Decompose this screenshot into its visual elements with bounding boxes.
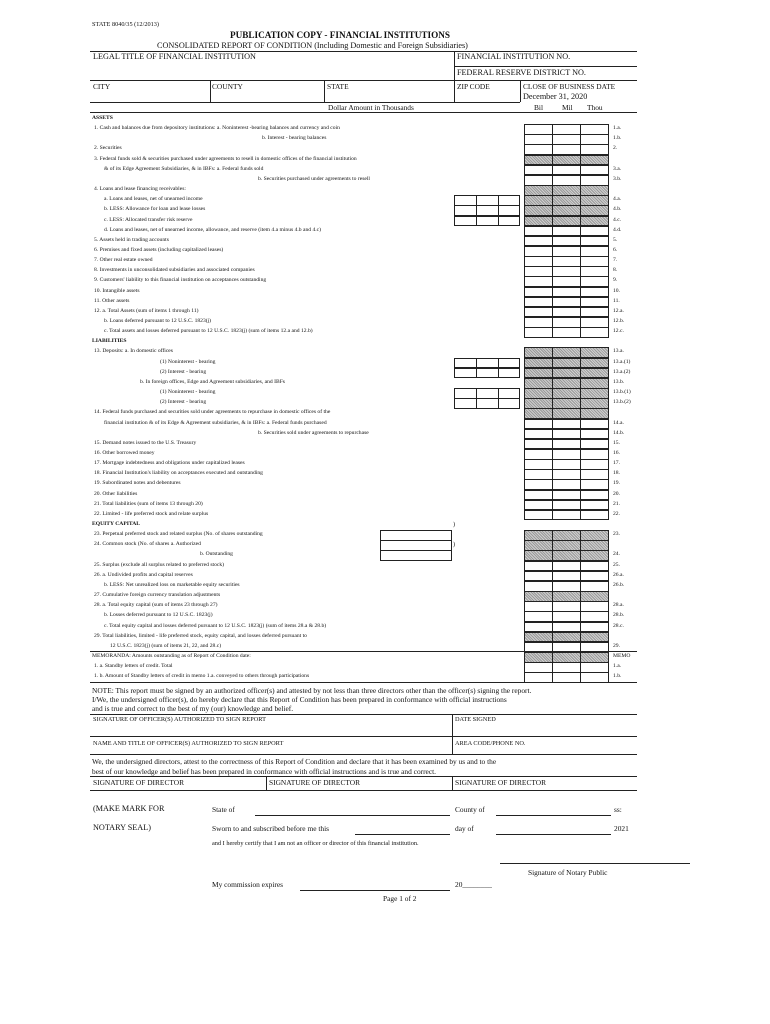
line-item-number: 4.c.: [613, 216, 622, 223]
notary-signature-label: Signature of Notary Public: [528, 868, 608, 877]
line-item-label: 27. Cumulative foreign currency translation adjustments: [94, 592, 221, 599]
shaded-amount-cell: [524, 540, 609, 551]
line-item-label: b. LESS: Net unrealized loss on marketable equity securities: [104, 581, 240, 588]
dollar-amount-label: Dollar Amount in Thousands: [328, 103, 414, 112]
director-signature-2: SIGNATURE OF DIRECTOR: [269, 778, 361, 787]
commission-year: 20________: [455, 880, 492, 889]
line-item-number: 23.: [613, 531, 620, 538]
line-item-label: 16. Other borrowed money: [94, 449, 155, 456]
line-item-number: 13.b.(2): [613, 399, 631, 406]
line-item-label: 12. a. Total Assets (sum of items 1 through 11): [94, 307, 199, 314]
column-bil: Bil: [534, 103, 544, 112]
line-item-number: 18.: [613, 470, 620, 477]
state-label: STATE: [327, 82, 349, 91]
form-title: PUBLICATION COPY - FINANCIAL INSTITUTIONS: [230, 30, 451, 40]
amount-input-cell[interactable]: [524, 429, 609, 440]
city-label: CITY: [93, 82, 111, 91]
note-line-3: and is true and correct to the best of my (our) knowledge and belief.: [92, 704, 294, 713]
line-item-label: b. Loans deferred pursuant to 12 U.S.C. 1823(j): [104, 318, 212, 324]
attest-line-2: best of our knowledge and belief has been prepared in conformance with official instructions and is true and correct.: [92, 767, 437, 776]
ss-label: ss:: [614, 805, 622, 814]
make-mark-label: (MAKE MARK FOR: [93, 804, 165, 813]
amount-input-cell[interactable]: [524, 175, 609, 186]
line-item-label: 21. Total liabilities (sum of items 13 through 20): [94, 500, 203, 507]
line-item-number: 1.b.: [613, 135, 622, 142]
line-item-number: MEMO: [613, 652, 631, 659]
line-item-number: 14.a.: [613, 419, 624, 426]
shaded-amount-cell: [524, 358, 609, 369]
sub-amount-input-cell[interactable]: [454, 205, 520, 216]
line-item-number: 13.b.(1): [613, 389, 631, 396]
line-item-number: 4.a.: [613, 196, 622, 203]
sub-amount-input-cell[interactable]: [454, 398, 520, 409]
line-item-label: financial institution & of its Edge & Agreement subsidiaries, & in IBFs: a. Federal funds purchased: [104, 419, 327, 426]
amount-input-cell[interactable]: [524, 287, 609, 298]
line-item-number: 1.a.: [613, 663, 622, 670]
shaded-amount-cell: [524, 347, 609, 358]
line-item-number: 12.c.: [613, 328, 624, 335]
line-item-label: b. In foreign offices, Edge and Agreement subsidiaries, and IBFs: [140, 378, 285, 385]
line-item-label: 9. Customers' liability to this financial institution on acceptances outstanding: [94, 277, 267, 284]
line-item-number: 19.: [613, 480, 620, 487]
sub-amount-input-cell[interactable]: [454, 358, 520, 369]
amount-input-cell[interactable]: [524, 165, 609, 176]
line-item-label: 7. Other real estate owned: [94, 257, 153, 264]
line-item-label: b. Losses deferred pursuant to 12 U.S.C. 1823(j): [104, 612, 213, 619]
line-item-number: 16.: [613, 449, 620, 456]
line-item-number: 25.: [613, 561, 620, 568]
column-thou: Thou: [587, 103, 603, 112]
amount-input-cell[interactable]: [524, 601, 609, 612]
line-item-number: 9.: [613, 277, 618, 284]
amount-input-cell[interactable]: [524, 622, 609, 633]
county-label: COUNTY: [212, 82, 243, 91]
close-date-label: CLOSE OF BUSINESS DATE: [523, 82, 616, 91]
amount-input-cell[interactable]: [524, 611, 609, 622]
certify-text: and I hereby certify that I am not an officer or director of this financial institution.: [212, 840, 419, 847]
officer-name-label: NAME AND TITLE OF OFFICER(S) AUTHORIZED TO SIGN REPORT: [93, 740, 284, 747]
line-item-number: 13.a.: [613, 348, 624, 355]
line-item-label: 20. Other liabilities: [94, 490, 138, 497]
county-of-label: County of: [455, 805, 485, 814]
paren-mark: ): [453, 541, 456, 548]
shaded-amount-cell: [524, 216, 609, 227]
line-item-number: 13.a.(2): [613, 368, 631, 375]
line-item-number: 2.: [613, 145, 618, 152]
line-item-label: 28. a. Total equity capital (sum of items 23 through 27): [94, 602, 218, 609]
line-item-label: 2. Securities: [94, 145, 122, 152]
line-item-number: 12.a.: [613, 307, 624, 314]
line-item-label: 1. b. Amount of Standby letters of credit in memo 1.a. conveyed to others through participations: [94, 673, 310, 680]
amount-input-cell[interactable]: [524, 327, 609, 338]
line-item-label: b. Securities purchased under agreements to resell: [258, 175, 370, 182]
line-item-label: 29. Total liabilities, limited - life preferred stock, equity capital, and losses deferred pursuant to: [94, 632, 307, 639]
sub-amount-input-cell[interactable]: [454, 368, 520, 379]
amount-input-cell[interactable]: [524, 256, 609, 267]
line-item-label: a. Loans and leases, net of unearned income: [104, 196, 203, 203]
line-item-label: 24. Common stock (No. of shares a. Authorized: [94, 541, 201, 548]
state-of-label: State of: [212, 805, 235, 814]
amount-input-cell[interactable]: [524, 266, 609, 277]
sub-amount-input-cell[interactable]: [454, 216, 520, 227]
line-item-label: (2) Interest - bearing: [160, 399, 207, 406]
line-item-number: 6.: [613, 246, 618, 253]
zip-label: ZIP CODE: [457, 82, 490, 91]
amount-input-cell[interactable]: [524, 469, 609, 480]
line-item-number: 12.b.: [613, 318, 625, 324]
line-item-number: 4.b.: [613, 206, 622, 213]
line-item-label: 5. Assets held in trading accounts: [94, 236, 169, 243]
line-item-number: 28.a.: [613, 602, 624, 609]
line-item-label: b. LESS: Allowance for loan and lease losses: [104, 206, 206, 213]
line-item-label: 8. Investments in unconsolidated subsidiaries and associated companies: [94, 267, 255, 274]
paren-mark: ): [453, 521, 456, 528]
fed-district-label: FEDERAL RESERVE DISTRICT NO.: [457, 68, 586, 77]
line-item-label: 11. Other assets: [94, 297, 130, 304]
fi-number-label: FINANCIAL INSTITUTION NO.: [457, 52, 571, 61]
shares-input-cell[interactable]: [380, 550, 452, 561]
shaded-amount-cell: [524, 378, 609, 389]
officer-signature-label: SIGNATURE OF OFFICER(S) AUTHORIZED TO SIGN REPORT: [93, 716, 266, 723]
notary-seal-label: NOTARY SEAL): [93, 823, 151, 832]
line-item-label: 12 U.S.C. 1823(j) (sum of items 21, 22, and 28.c): [110, 642, 222, 649]
note-line-1: NOTE: This report must be signed by an authorized officer(s) and attested by not less than three directors other than the officer(s) signing the report.: [92, 686, 532, 695]
line-item-label: 3. Federal funds sold & securities purchased under agreements to resell in domestic offices of the financial institution: [94, 155, 357, 162]
shaded-amount-cell: [524, 205, 609, 216]
director-signature-1: SIGNATURE OF DIRECTOR: [93, 778, 185, 787]
shaded-amount-cell: [524, 155, 609, 166]
amount-input-cell[interactable]: [524, 144, 609, 155]
line-item-number: 21.: [613, 500, 620, 507]
line-item-label: 22. Limited - life preferred stock and relate surplus: [94, 510, 209, 517]
amount-input-cell[interactable]: [524, 236, 609, 247]
amount-input-cell[interactable]: [524, 297, 609, 308]
line-item-label: b. Outstanding: [200, 551, 233, 558]
line-item-label: d. Loans and leases, net of unearned income, allowance, and reserve (item 4.a minus 4.b and 4.c): [104, 226, 321, 233]
shaded-amount-cell: [524, 408, 609, 419]
line-item-label: 10. Intangible assets: [94, 287, 140, 294]
amount-input-cell[interactable]: [524, 459, 609, 470]
line-item-label: 18. Financial Institution's liability on acceptances executed and outstanding: [94, 470, 263, 477]
notary-year: 2021: [614, 824, 629, 833]
shaded-amount-cell: [524, 550, 609, 561]
line-item-number: 26.a.: [613, 571, 624, 578]
amount-input-cell[interactable]: [524, 134, 609, 145]
column-mil: Mil: [562, 103, 573, 112]
line-item-number: 13.b.: [613, 378, 625, 385]
line-item-number: 28.c.: [613, 622, 624, 629]
line-item-number: 26.b.: [613, 581, 625, 588]
line-item-number: 28.b.: [613, 612, 625, 619]
amount-input-cell[interactable]: [524, 226, 609, 237]
amount-input-cell[interactable]: [524, 276, 609, 287]
sub-amount-input-cell[interactable]: [454, 195, 520, 206]
shaded-amount-cell: [524, 195, 609, 206]
line-item-number: 14.b.: [613, 429, 625, 436]
line-item-number: 1.a.: [613, 125, 622, 132]
amount-input-cell[interactable]: [524, 449, 609, 460]
amount-input-cell[interactable]: [524, 510, 609, 521]
shaded-amount-cell: [524, 388, 609, 399]
amount-input-cell[interactable]: [524, 500, 609, 511]
line-item-number: 11.: [613, 297, 620, 304]
area-code-label: AREA CODE/PHONE NO.: [455, 740, 526, 747]
line-item-number: 1.b.: [613, 673, 622, 680]
line-item-label: ASSETS: [92, 115, 113, 121]
form-subtitle: CONSOLIDATED REPORT OF CONDITION (Including Domestic and Foreign Subsidiaries): [157, 41, 468, 50]
line-item-label: 23. Perpetual preferred stock and related surplus (No. of shares outstanding: [94, 531, 263, 538]
form-id: STATE 8040/35 (12/2013): [92, 21, 160, 28]
line-item-number: 4.d.: [613, 226, 622, 233]
line-item-number: 5.: [613, 236, 618, 243]
line-item-number: 3.b.: [613, 175, 622, 182]
amount-input-cell[interactable]: [524, 439, 609, 450]
line-item-number: 7.: [613, 257, 618, 264]
line-item-label: c. Total assets and losses deferred pursuant to 12 U.S.C. 1823(j) (sum of items 12.a and 12.b): [104, 328, 313, 335]
amount-input-cell[interactable]: [524, 124, 609, 135]
line-item-label: c. LESS: Allocated transfer risk reserve: [104, 216, 193, 223]
shaded-amount-cell: [524, 185, 609, 196]
line-item-label: (2) Interest - bearing: [160, 368, 207, 375]
amount-input-cell[interactable]: [524, 246, 609, 257]
line-item-label: 26. a. Undivided profits and capital reserves: [94, 571, 193, 578]
amount-input-cell[interactable]: [524, 662, 609, 673]
line-item-label: (1) Noninterest - bearing: [160, 358, 216, 365]
line-item-label: 1. Cash and balances due from depository institutions: a. Noninterest -bearing balances and currency and coin: [94, 125, 340, 132]
shaded-amount-cell: [524, 591, 609, 602]
commission-label: My commission expires: [212, 880, 284, 889]
line-item-label: 17. Mortgage indebtedness and obligations under capitalized leases: [94, 460, 245, 467]
line-item-label: & of its Edge Agreement Subsidiaries, & in IBFs: a. Federal funds sold: [104, 165, 264, 172]
line-item-number: 24.: [613, 551, 620, 558]
line-item-label: 13. Deposits: a. In domestic offices: [94, 348, 173, 355]
shaded-amount-cell: [524, 632, 609, 643]
amount-input-cell[interactable]: [524, 419, 609, 430]
line-item-number: 15.: [613, 439, 620, 446]
line-item-number: 3.a.: [613, 165, 622, 172]
line-item-label: b. Securities sold under agreements to repurchase: [258, 429, 369, 436]
line-item-label: 25. Surplus (exclude all surplus related to preferred stock): [94, 561, 225, 568]
close-date-value: December 31, 2020: [523, 92, 588, 101]
line-item-label: MEMORANDA: Amounts outstanding as of Report of Condition date:: [92, 652, 251, 659]
line-item-label: 1. a. Standby letters of credit. Total: [94, 663, 173, 670]
day-of-label: day of: [455, 824, 474, 833]
line-item-label: b. Interest - bearing balances: [262, 135, 327, 142]
shaded-amount-cell: [524, 652, 609, 663]
attest-line-1: We, the undersigned directors, attest to the correctness of this Report of Condition and declare that it has been examined by us and to the: [92, 757, 497, 766]
line-item-label: 14. Federal funds purchased and securities sold under agreements to repurchase in domestic offices of the: [94, 409, 331, 416]
line-item-number: 17.: [613, 460, 620, 467]
amount-input-cell[interactable]: [524, 581, 609, 592]
line-item-label: 6. Premises and fixed assets (including capitalized leases): [94, 246, 224, 253]
amount-input-cell[interactable]: [524, 317, 609, 328]
date-signed-label: DATE SIGNED: [455, 716, 496, 723]
note-line-2: I/We, the undersigned officer(s), do hereby declare that this Report of Condition has been prepared in conformance with official instructions: [92, 695, 507, 704]
line-item-number: 22.: [613, 510, 620, 517]
amount-input-cell[interactable]: [524, 571, 609, 582]
line-item-label: c. Total equity capital and losses deferred pursuant to 12 U.S.C. 1823(j) (sum of items 28.a & 28.b): [104, 622, 327, 629]
director-signature-3: SIGNATURE OF DIRECTOR: [455, 778, 547, 787]
sub-amount-input-cell[interactable]: [454, 388, 520, 399]
amount-input-cell[interactable]: [524, 479, 609, 490]
shaded-amount-cell: [524, 398, 609, 409]
line-item-number: 29.: [613, 642, 620, 649]
sworn-label: Sworn to and subscribed before me this: [212, 824, 329, 833]
shaded-amount-cell: [524, 368, 609, 379]
line-item-number: 20.: [613, 490, 620, 497]
amount-input-cell[interactable]: [524, 307, 609, 318]
line-item-label: 19. Subordinated notes and debentures: [94, 480, 181, 487]
shares-input-cell[interactable]: [380, 530, 452, 541]
amount-input-cell[interactable]: [524, 561, 609, 572]
shaded-amount-cell: [524, 530, 609, 541]
line-item-label: (1) Noninterest - bearing: [160, 389, 216, 396]
line-item-number: 8.: [613, 267, 618, 274]
line-item-number: 10.: [613, 287, 620, 294]
line-item-label: 4. Loans and lease financing receivables:: [94, 186, 186, 193]
legal-title-label: LEGAL TITLE OF FINANCIAL INSTITUTION: [93, 52, 256, 61]
line-item-label: 15. Demand notes issued to the U.S. Treasury: [94, 439, 197, 446]
line-item-number: 13.a.(1): [613, 358, 631, 365]
line-item-label: EQUITY CAPITAL: [92, 521, 141, 527]
amount-input-cell[interactable]: [524, 490, 609, 501]
line-item-label: LIABILITIES: [92, 338, 127, 345]
page-number: Page 1 of 2: [383, 894, 417, 903]
shares-input-cell[interactable]: [380, 540, 452, 551]
